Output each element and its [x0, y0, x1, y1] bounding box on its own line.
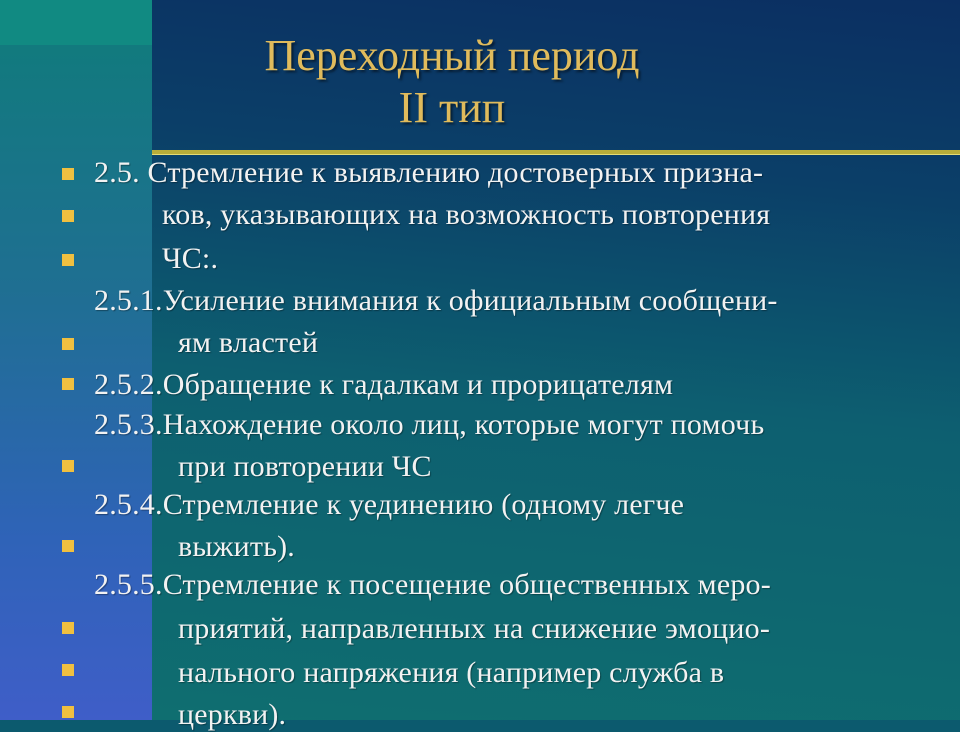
bullet-square-icon	[62, 168, 74, 180]
bullet-square-icon	[62, 706, 74, 718]
left-band	[0, 0, 152, 720]
body-line: приятий, направленных на снижение эмоцио-	[178, 612, 771, 645]
bullet-square-icon	[62, 254, 74, 266]
bullet-square-icon	[62, 338, 74, 350]
body-line: выжить).	[178, 530, 295, 563]
bullet-square-icon	[62, 460, 74, 472]
body-line: ков, указывающих на возможность повторения	[162, 198, 771, 231]
title-line-2: II тип	[398, 83, 506, 132]
bullet-square-icon	[62, 664, 74, 676]
body-line: при повторении ЧС	[178, 450, 432, 483]
bullet-square-icon	[62, 378, 74, 390]
body-line: 2.5.4.Стремление к уединению (одному легче	[94, 488, 685, 521]
body-line: нального напряжения (например служба в	[178, 656, 725, 689]
body-line: ям властей	[178, 326, 319, 359]
body-line: 2.5. Стремление к выявлению достоверных призна-	[94, 156, 764, 189]
body-line: 2.5.3.Нахождение около лиц, которые могут помочь	[94, 408, 765, 441]
body-line: 2.5.2.Обращение к гадалкам и прорицателям	[94, 368, 674, 401]
body-line: церкви).	[178, 698, 287, 731]
title-divider	[152, 150, 960, 154]
bullet-square-icon	[62, 210, 74, 222]
slide-title	[152, 30, 752, 134]
title-line-1: Переходный период	[264, 31, 640, 80]
bullet-square-icon	[62, 540, 74, 552]
body-line: 2.5.1.Усиление внимания к официальным сообщени-	[94, 284, 778, 317]
left-band-top	[0, 0, 152, 45]
body-line: 2.5.5.Стремление к посещение общественных меро-	[94, 568, 771, 601]
bullet-square-icon	[62, 622, 74, 634]
body-line: ЧС:.	[162, 242, 219, 275]
